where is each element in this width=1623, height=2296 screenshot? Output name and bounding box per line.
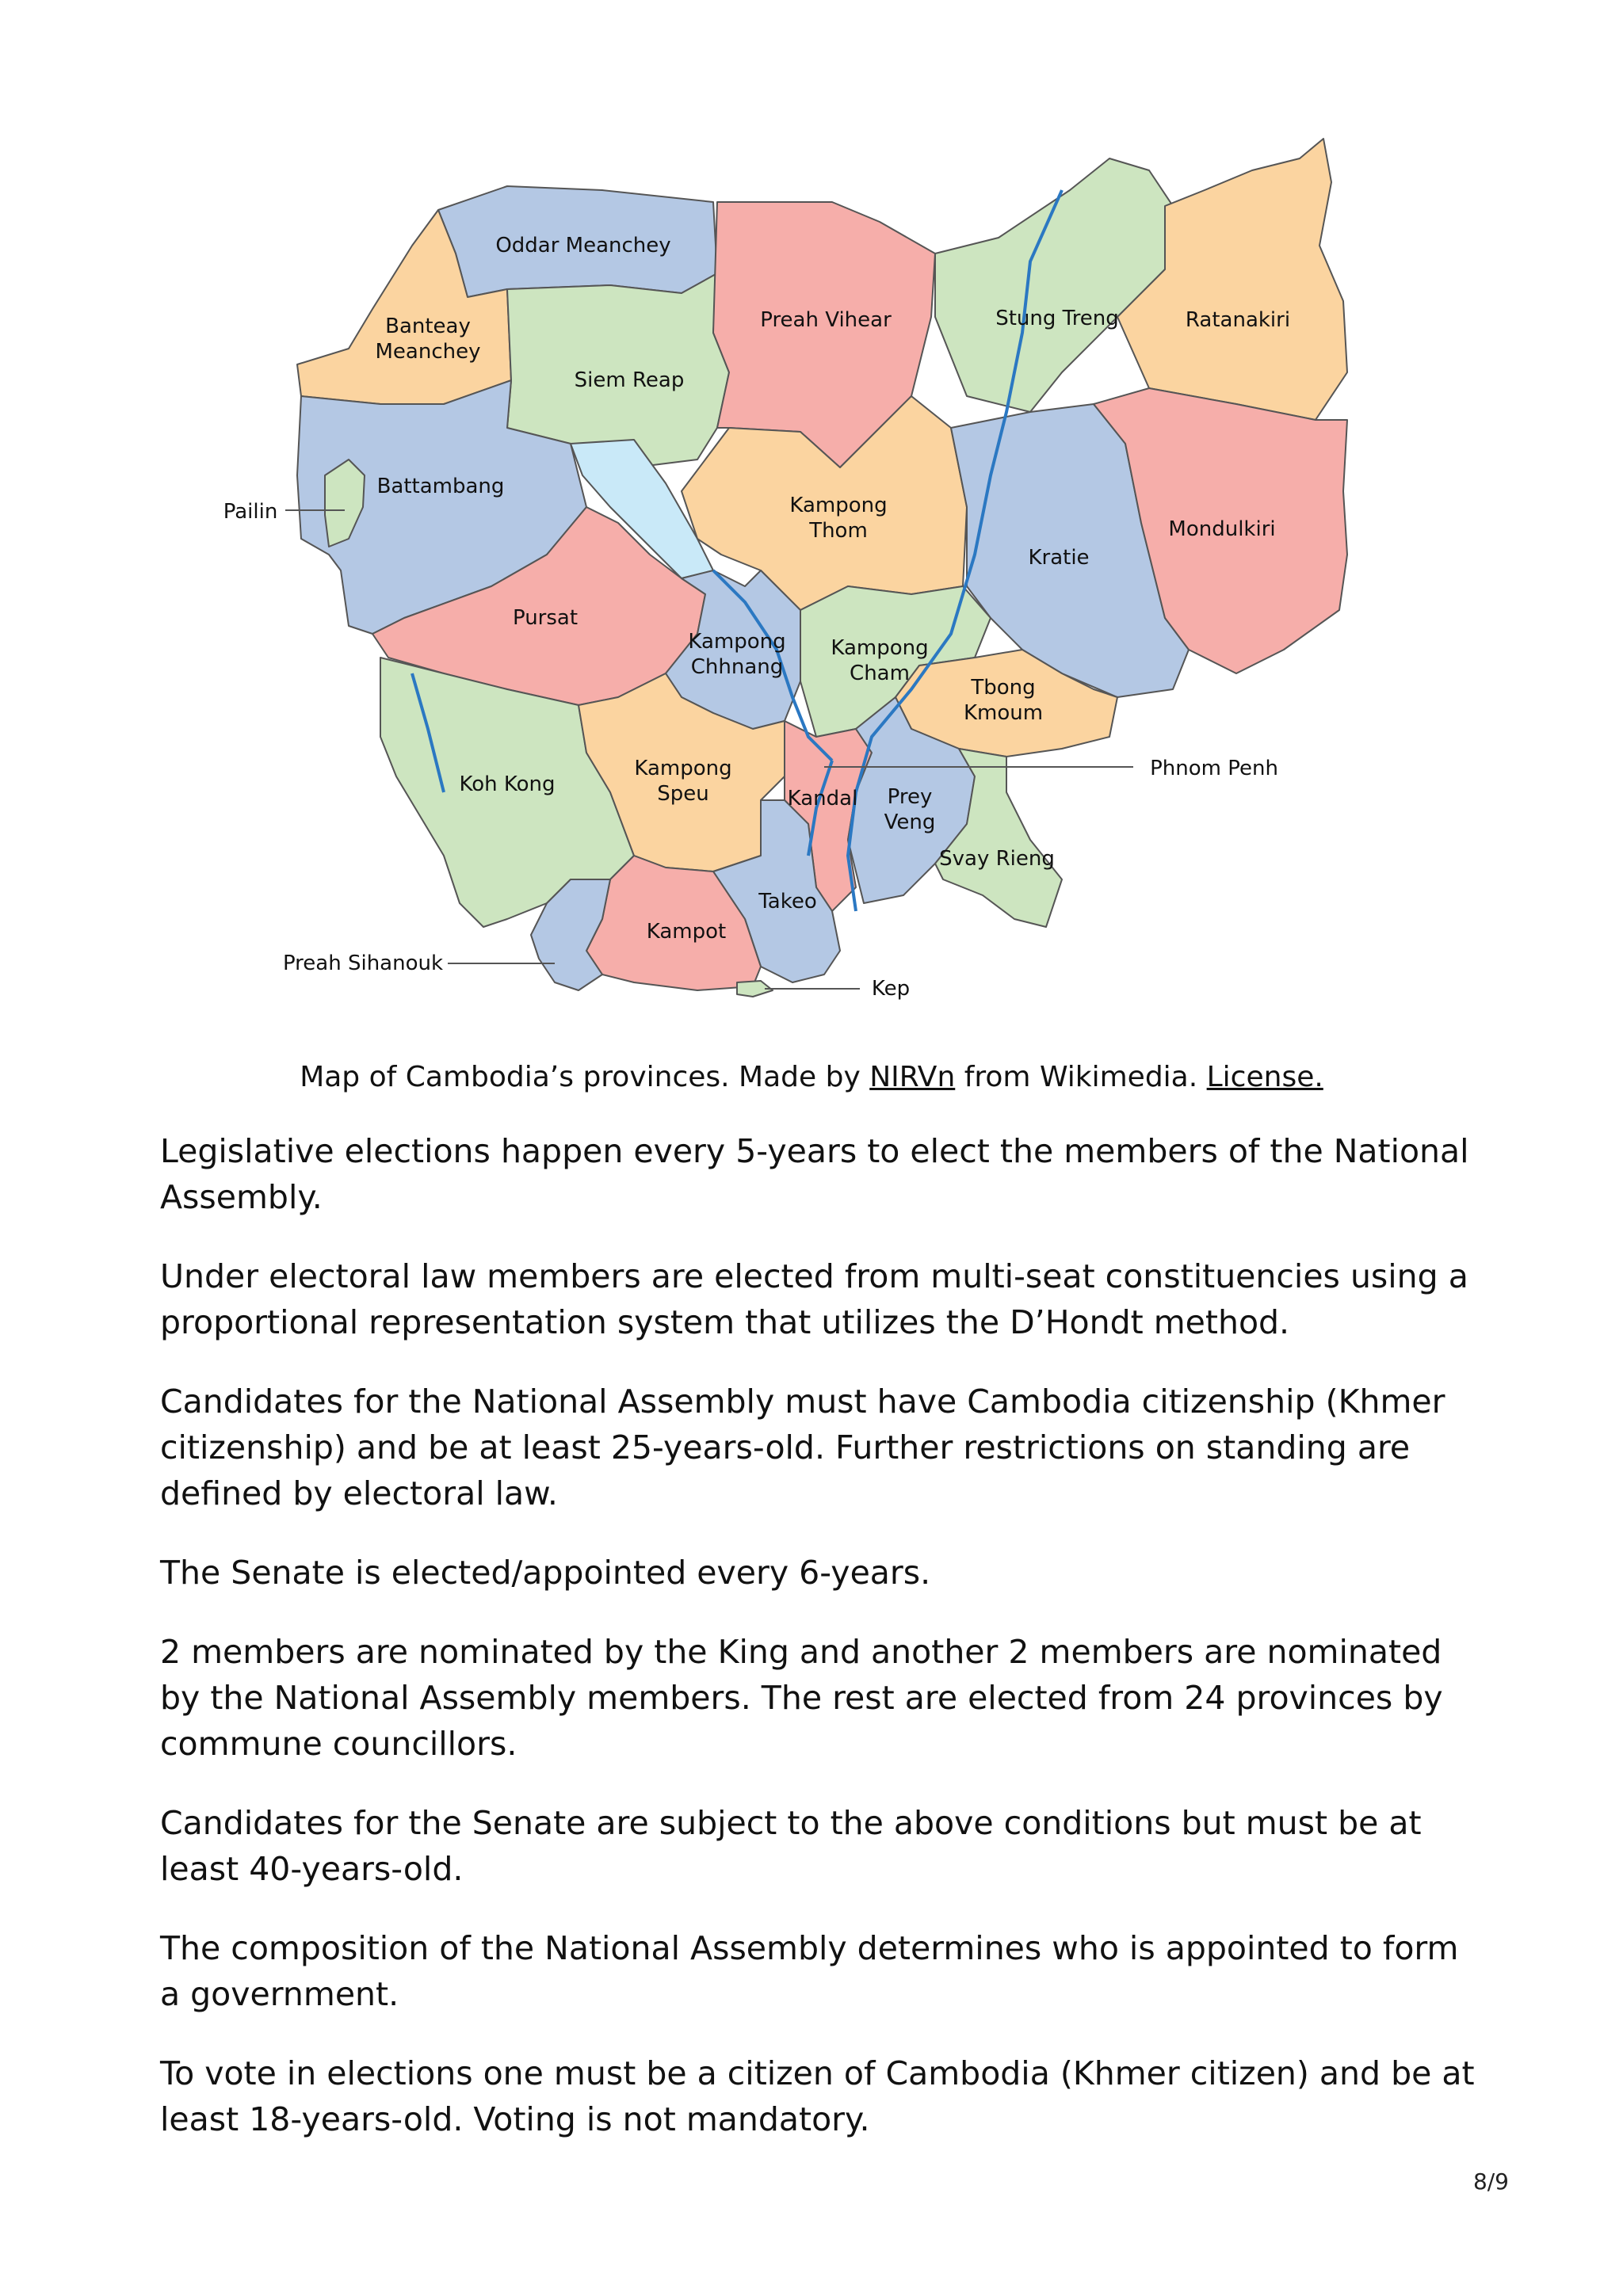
label-kampong-thom-line2: Thom	[809, 519, 868, 543]
paragraph: To vote in elections one must be a citizen of Cambodia (Khmer citizen) and be at least 18-years-old. Voting is not mandatory.	[160, 2054, 1475, 2138]
label-tbong-khmoum: Tbong	[971, 676, 1036, 700]
label-mondulkiri: Mondulkiri	[1168, 517, 1276, 541]
paragraph: Under electoral law members are elected from multi-seat constituencies using a proportional representation system that utilizes the D’Hondt method.	[160, 1257, 1468, 1341]
label-kep: Kep	[871, 977, 911, 1001]
region-stung-treng	[935, 158, 1173, 412]
label-preah-sihanouk: Preah Sihanouk	[282, 952, 444, 975]
page-number: 8/9	[1472, 2168, 1509, 2195]
label-stung-treng: Stung Treng	[995, 307, 1119, 330]
label-kampong-chhnang-line2: Chhnang	[690, 655, 784, 679]
label-takeo: Takeo	[758, 890, 817, 913]
article-body	[160, 1128, 1476, 2176]
label-battambang: Battambang	[376, 475, 505, 498]
label-kampong-cham-line2: Cham	[850, 662, 910, 685]
label-tbong-khmoum-line2: Kmoum	[963, 701, 1044, 725]
label-prey-veng: Prey	[887, 785, 933, 809]
label-banteay-meanchey-line2: Meanchey	[375, 340, 481, 364]
label-kandal: Kandal	[787, 787, 858, 810]
label-kampong-thom: Kampong	[789, 494, 888, 517]
label-preah-vihear: Preah Vihear	[760, 308, 892, 332]
paragraph: Legislative elections happen every 5-years to elect the members of the National Assembly.	[160, 1132, 1469, 1216]
label-kampong-speu: Kampong	[634, 757, 732, 780]
paragraph: The Senate is elected/appointed every 6-years.	[160, 1554, 931, 1592]
cambodia-provinces-map	[0, 0, 1623, 1046]
label-pailin: Pailin	[223, 500, 278, 524]
caption-prefix: Map of Cambodia’s provinces. Made by	[300, 1061, 861, 1093]
label-kampong-chhnang: Kampong	[688, 630, 786, 654]
label-oddar-meanchey: Oddar Meanchey	[495, 234, 671, 257]
label-siem-reap: Siem Reap	[574, 368, 685, 392]
paragraph: Candidates for the Senate are subject to the above conditions but must be at least 40-years-old.	[160, 1804, 1422, 1888]
label-phnom-penh: Phnom Penh	[1150, 757, 1278, 780]
paragraph: 2 members are nominated by the King and another 2 members are nominated by the National Assembly members. The rest are elected from 24 provinces by commune councillors.	[160, 1633, 1443, 1763]
author-link[interactable]: NIRVn	[869, 1061, 956, 1093]
label-kampot: Kampot	[646, 920, 727, 944]
label-kratie: Kratie	[1028, 546, 1090, 570]
label-kampong-speu-line2: Speu	[657, 782, 709, 806]
paragraph: The composition of the National Assembly determines who is appointed to form a government.	[160, 1929, 1459, 2013]
label-koh-kong: Koh Kong	[459, 772, 556, 796]
label-banteay-meanchey: Banteay	[385, 315, 471, 338]
label-svay-rieng: Svay Rieng	[939, 847, 1055, 871]
label-ratanakiri: Ratanakiri	[1185, 308, 1291, 332]
label-pursat: Pursat	[512, 606, 579, 630]
paragraph: Candidates for the National Assembly must have Cambodia citizenship (Khmer citizenship) and be at least 25-years-old. Further restrictions on standing are defined by electoral law.	[160, 1383, 1445, 1512]
map-caption	[0, 1058, 1623, 1097]
label-prey-veng-line2: Veng	[884, 810, 936, 834]
caption-middle: from Wikimedia.	[964, 1061, 1198, 1093]
label-kampong-cham: Kampong	[831, 636, 929, 660]
license-link[interactable]: License.	[1206, 1061, 1323, 1093]
